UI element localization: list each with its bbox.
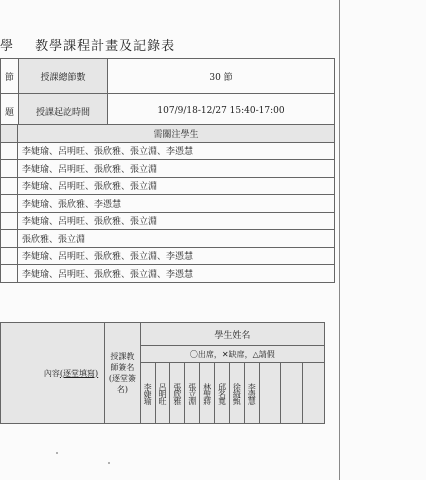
content-header (1, 323, 105, 424)
student-name: 李憑慧 (244, 363, 259, 424)
left-edge-cell (1, 265, 18, 283)
left-edge-cell (1, 230, 18, 248)
empty-student-cell (259, 363, 281, 424)
table-row (1, 142, 335, 160)
page-title (0, 35, 175, 54)
teacher-signature-header: 授課教師簽名(逐堂簽名) (105, 323, 140, 424)
students-header: 學生姓名 (140, 323, 324, 346)
watch-students-cell: 李婕瑜、呂明旺、張欣雅、張立淵、李憑慧 (18, 247, 335, 265)
page-fold-line (339, 0, 340, 480)
course-info-table (0, 58, 335, 129)
watch-students-cell: 李婕瑜、張欣雅、李憑慧 (18, 195, 335, 213)
period-label: 授課起訖時間 (19, 94, 108, 129)
title-main: 教學課程計畫及記錄表 (35, 39, 176, 54)
left-edge-cell (1, 247, 18, 265)
content-note: (逐堂填寫) (59, 368, 99, 378)
empty-student-cell (303, 363, 325, 424)
watch-students-cell: 李婕瑜、呂明旺、張欣雅、張立淵 (18, 212, 335, 230)
scan-speck (108, 462, 110, 464)
table-row (1, 195, 335, 213)
table-row (1, 230, 335, 248)
total-sessions-row (1, 59, 335, 94)
total-sessions-value: 30 節 (108, 59, 335, 94)
watch-students-cell: 李婕瑜、呂明旺、張欣雅、張立淵、李憑慧 (18, 265, 335, 283)
watch-students-cell: 李婕瑜、呂明旺、張欣雅、張立淵 (18, 177, 335, 195)
student-name: 李婕瑜 (140, 363, 155, 424)
left-edge-cell (1, 142, 18, 160)
left-edge-cell: 節 (1, 59, 19, 94)
empty-student-cell (281, 363, 303, 424)
left-edge-cell: 題 (1, 94, 19, 129)
student-name: 張欣雅 (170, 363, 185, 424)
lesson-records-table (0, 124, 335, 283)
total-sessions-label: 授課總節數 (19, 59, 108, 94)
watch-students-cell: 李婕瑜、呂明旺、張欣雅、張立淵 (18, 160, 335, 178)
table-row (1, 212, 335, 230)
left-edge-cell (1, 212, 18, 230)
student-name: 徐綺甄 (229, 363, 244, 424)
table-row (1, 265, 335, 283)
left-edge-cell (1, 125, 18, 143)
watch-students-cell: 張欣雅、張立淵 (18, 230, 335, 248)
left-edge-cell (1, 177, 18, 195)
watch-students-cell: 李婕瑜、呂明旺、張欣雅、張立淵、李憑慧 (18, 142, 335, 160)
student-name: 呂明旺 (155, 363, 170, 424)
attendance-header-row (1, 323, 325, 346)
scan-speck (56, 452, 58, 454)
content-label: 內容 (43, 368, 60, 378)
left-edge-cell (1, 195, 18, 213)
left-edge-cell (1, 160, 18, 178)
attendance-legend: 〇出席，✕缺席，△請假 (140, 346, 324, 363)
student-name: 邱名寬 (215, 363, 230, 424)
table-row (1, 247, 335, 265)
lessons-header-row (1, 125, 335, 143)
student-name: 張立淵 (185, 363, 200, 424)
student-name: 林聖蔣 (200, 363, 215, 424)
attendance-table (0, 322, 325, 424)
table-row (1, 177, 335, 195)
period-value: 107/9/18-12/27 15:40-17:00 (108, 94, 335, 129)
watch-students-header: 需關注學生 (18, 125, 335, 143)
table-row (1, 160, 335, 178)
title-fragment: 學 (0, 39, 15, 54)
